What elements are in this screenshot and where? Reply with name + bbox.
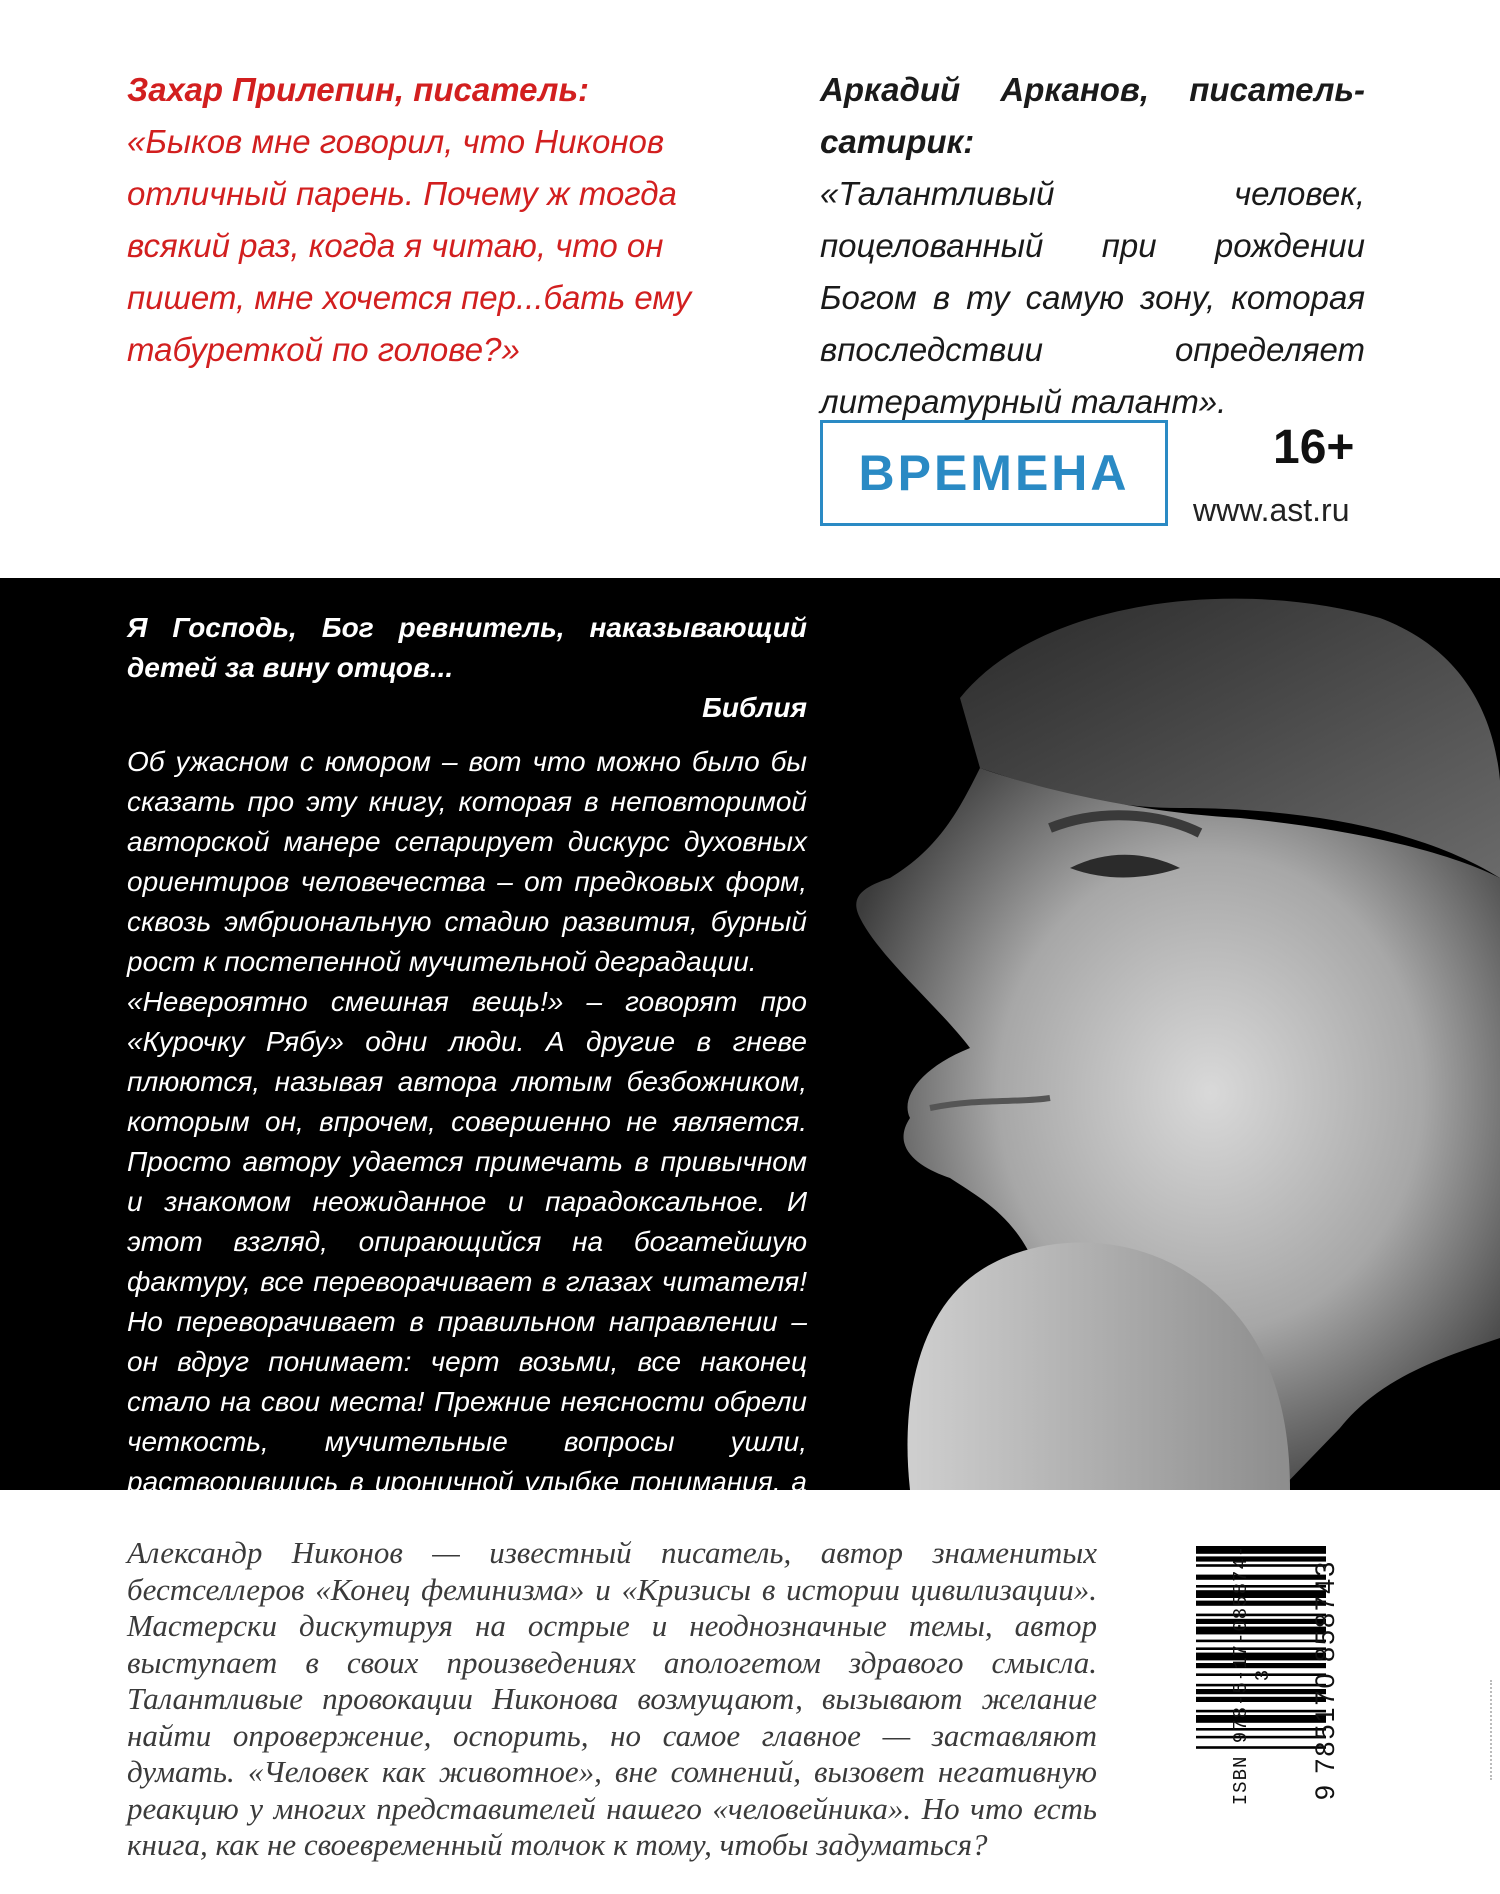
quote-arkanov — [820, 64, 1365, 428]
quote-author-arkanov: Аркадий Арканов, писатель-сатирик: — [820, 71, 1365, 160]
barcode-bar — [1196, 1627, 1326, 1635]
annotation-band — [0, 578, 1500, 1537]
barcode-bar — [1196, 1590, 1326, 1598]
barcode-bar — [1196, 1710, 1326, 1713]
barcode-bar — [1196, 1614, 1326, 1617]
barcode-bar — [1196, 1564, 1326, 1567]
barcode-bar — [1196, 1601, 1326, 1606]
publisher-logo-text: ВРЕМЕНА — [858, 445, 1130, 501]
barcode-bar — [1196, 1619, 1326, 1624]
quote-text-prilepin: «Быков мне говорил, что Никонов отличный парень. Почему ж тогда всякий раз, когда я читаю, что он пишет, мне хочется пер...бать ему табуреткой по голове?» — [127, 123, 692, 368]
quote-prilepin — [127, 64, 752, 376]
epigraph: Я Господь, Бог ревнитель, наказывающий детей за вину отцов... — [127, 612, 807, 683]
isbn-label: ISBN 978-5-17-085874-3 — [1230, 1544, 1274, 1806]
barcode-bar — [1196, 1736, 1326, 1739]
barcode-bar — [1196, 1697, 1326, 1702]
publisher-website[interactable]: www.ast.ru — [1193, 492, 1350, 528]
barcode-bar — [1196, 1746, 1326, 1749]
barcode-bar — [1196, 1689, 1326, 1694]
edge-dots — [1490, 1680, 1498, 1780]
barcode-bar — [1196, 1640, 1326, 1643]
publisher-logo — [820, 420, 1168, 526]
barcode-bar — [1196, 1653, 1326, 1661]
barcode-bar — [1196, 1585, 1326, 1588]
annotation-paragraph-2: «Невероятно смешная вещь!» – говорят про «Курочку Рябу» одни люди. А другие в гневе плюются, называя автора лютым безбожником, которым он, впрочем, совершенно не является. Просто автору удается примечать в привычном и знакомом неожиданное и парадоксальное. И этот взгляд, опирающийся на богатейшую фактуру, все переворачивает в глазах читателя! Но переворачивает в правильном направлении – он вдруг понимает: черт возьми, все наконец стало на свои места! Прежние неясности обрели четкость, мучительные вопросы ушли, растворившись в ироничной улыбке понимания, а мрак таинственности рассеялся. — [127, 986, 807, 1537]
barcode-bar — [1196, 1715, 1326, 1723]
barcode-bar — [1196, 1647, 1326, 1650]
quote-author-prilepin: Захар Прилепин, писатель: — [127, 71, 590, 108]
annotation-paragraph-1: Об ужасном с юмором – вот что можно было бы сказать про эту книгу, которая в неповторимой авторской манере сепарирует дискурс духовных ориентиров человечества – от предковых форм, сквозь эмбриональную стадию развития, бурный рост к постепенной мучительной деградации. — [127, 746, 807, 977]
barcode-bar — [1196, 1575, 1326, 1580]
author-bio: Александр Никонов — известный писатель, автор знаменитых бестселлеров «Конец феминизма» и «Кризисы в истории цивилизации». Мастерски дискутируя на острые и неоднозначные темы, автор выступает в своих произведениях апологетом здравого смысла. Талантливые провокации Никонова возмущают, вызывают желание найти опровержение, оспорить, но самое главное — заставляют думать. «Человек как животное», вне сомнений, вызовет негативную реакцию у многих представителей нашего «человейника». Но что есть книга, как не своевременный толчок к тому, чтобы задуматься? — [127, 1535, 1097, 1862]
barcode-bar — [1196, 1728, 1326, 1731]
annotation-text — [127, 608, 807, 1542]
barcode-bar — [1196, 1546, 1326, 1554]
quote-text-arkanov: «Талантливый человек, поцелованный при рождении Богом в ту самую зону, которая впоследствии определяет литературный талант». — [820, 175, 1365, 420]
barcode-bar — [1196, 1556, 1326, 1561]
barcode-bars — [1196, 1546, 1326, 1749]
barcode-digits: 9 785170 858743 — [1310, 1559, 1340, 1801]
barcode-bar — [1196, 1684, 1326, 1687]
age-rating: 16+ — [1273, 421, 1355, 474]
author-portrait-image — [820, 578, 1500, 1490]
barcode-bar — [1196, 1663, 1326, 1668]
epigraph-source: Библия — [702, 692, 807, 723]
